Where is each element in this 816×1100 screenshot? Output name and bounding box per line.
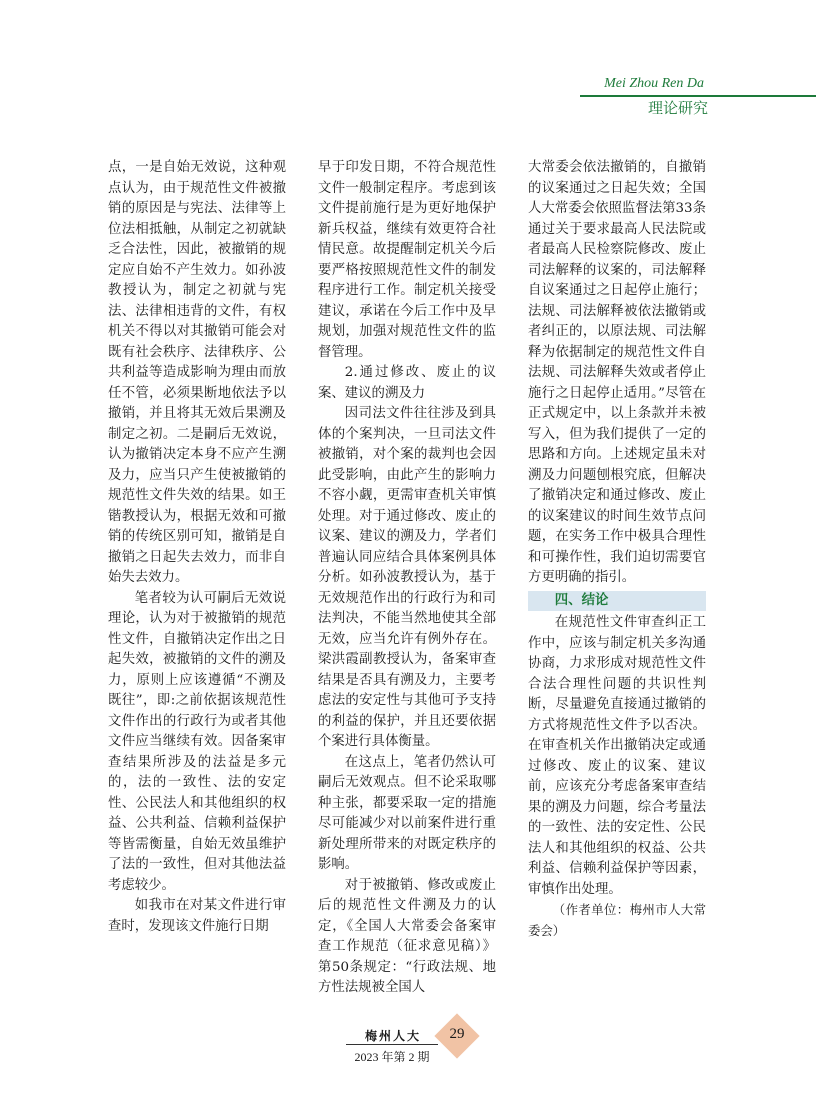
paragraph: 对于被撤销、修改或废止后的规范性文件溯及力的认定，《全国人大常委会备案审查工作规范（征求意见稿）》第50条规定：“行政法规、地方性法规被全国人 xyxy=(318,877,496,995)
section-title: 理论研究 xyxy=(647,99,708,117)
paragraph: 点，一是自始无效说，这种观点认为，由于规范性文件被撤销的原因是与宪法、法律等上位法相抵触，从制定之初就缺乏合法性，因此，被撤销的规定应自始不产生效力。如孙波教授认为，制定之初就与宪法、法律相违背的文件，有权机关不得以对其撤销可能会对既有社会秩序、法律秩序、公共利益等造成影响为理由而放任不管，必须果断地依法予以撤销，并且将其无效后果溯及制定之初。二是嗣后无效说，认为撤销决定本身不应产生溯及力，应当只产生使被撤销的规范性文件失效的结果。如王锴教授认为，根据无效和可撤销的传统区别可知，撤销是自撤销之日起失去效力，而非自始失去效力。 xyxy=(108,160,286,585)
text-column-3 xyxy=(528,158,706,941)
paragraph: 笔者较为认可嗣后无效说理论，认为对于被撤销的规范性文件，自撤销决定作出之日起失效，被撤销的文件的溯及力，原则上应该遵循“不溯及既往”，即:之前依据该规范性文件作出的行政行为或者其他文件应当继续有效。因备案审查结果所涉及的法益是多元的，法的一致性、法的安定性、公民法人和其他组织的权益、公共利益、信赖利益保护等皆需衡量，自始无效虽维护了法的一致性，但对其他法益考虑较少。 xyxy=(108,590,286,893)
paragraph: 早于印发日期，不符合规范性文件一般制定程序。考虑到该文件提前施行是为更好地保护新兵权益，继续有效更符合社情民意。故提醒制定机关今后要严格按照规范性文件的制发程序进行工作。制定机关接受建议，承诺在今后工作中及早规划，加强对规范性文件的监督管理。 xyxy=(318,160,496,360)
text-column-2 xyxy=(318,158,496,999)
text-column-1 xyxy=(108,158,286,937)
paragraph: 如我市在对某文件进行审查时，发现该文件施行日期 xyxy=(108,898,286,934)
footer-issue: 2023 年第 2 期 xyxy=(354,1050,430,1064)
footer-magazine-name: 梅州人大 xyxy=(364,1029,421,1043)
paragraph: 因司法文件往往涉及到具体的个案判决，一旦司法文件被撤销，对个案的裁判也会因此受影响，由此产生的影响力不容小觑，更需审查机关审慎处理。对于通过修改、废止的议案、建议的溯及力，学者们普遍认同应结合具体案例具体分析。如孙波教授认为，基于无效规范作出的行政行为和司法判决，不能当然地使其全部无效，应当允许有例外存在。梁洪霞副教授认为，备案审查结果是否具有溯及力，主要考虑法的安定性与其他可予支持的利益的保护，并且还要依据个案进行具体衡量。 xyxy=(318,406,496,749)
author-affiliation: （作者单位：梅州市人大常委会） xyxy=(528,902,706,938)
paragraph: 在规范性文件审查纠正工作中，应该与制定机关多沟通协商，力求形成对规范性文件合法合理性问题的共识性判断，尽量避免直接通过撤销的方式将规范性文件予以否决。在审查机关作出撤销决定或通过修改、废止的议案、建议前，应该充分考虑备案审查结果的溯及力问题，综合考量法的一致性、法的安定性、公民法人和其他组织的权益、公共利益、信赖利益保护等因素，审慎作出处理。 xyxy=(528,615,706,897)
paragraph: 在这点上，笔者仍然认可嗣后无效观点。但不论采取哪种主张，都要采取一定的措施尽可能减少对以前案件进行重新处理所带来的对既定秩序的影响。 xyxy=(318,754,496,872)
subsection-heading: 2.通过修改、废止的议案、建议的溯及力 xyxy=(318,365,496,401)
page-number: 29 xyxy=(449,1026,465,1042)
paragraph: 大常委会依法撤销的，自撤销的议案通过之日起失效；全国人大常委会依照监督法第33条通过关于要求最高人民法院或者最高人民检察院修改、废止司法解释的议案的，司法解释自议案通过之日起停止施行；法规、司法解释被依法撤销或者纠正的，以原法规、司法解释为依据制定的规范性文件自法规、司法解释失效或者停止施行之日起停止适用。”尽管在正式规定中，以上条款并未被写入，但为我们提供了一定的思路和方向。上述规定虽未对溯及力问题刨根究底，但解决了撤销决定和通过修改、废止的议案建议的时间生效节点问题，在实务工作中极具合理性和可操作性，我们迫切需要官方更明确的指引。 xyxy=(528,160,706,585)
section-heading: 四、结论 xyxy=(528,591,706,612)
footer-rule xyxy=(346,1044,438,1045)
magazine-name-english: Mei Zhou Ren Da xyxy=(604,76,704,91)
